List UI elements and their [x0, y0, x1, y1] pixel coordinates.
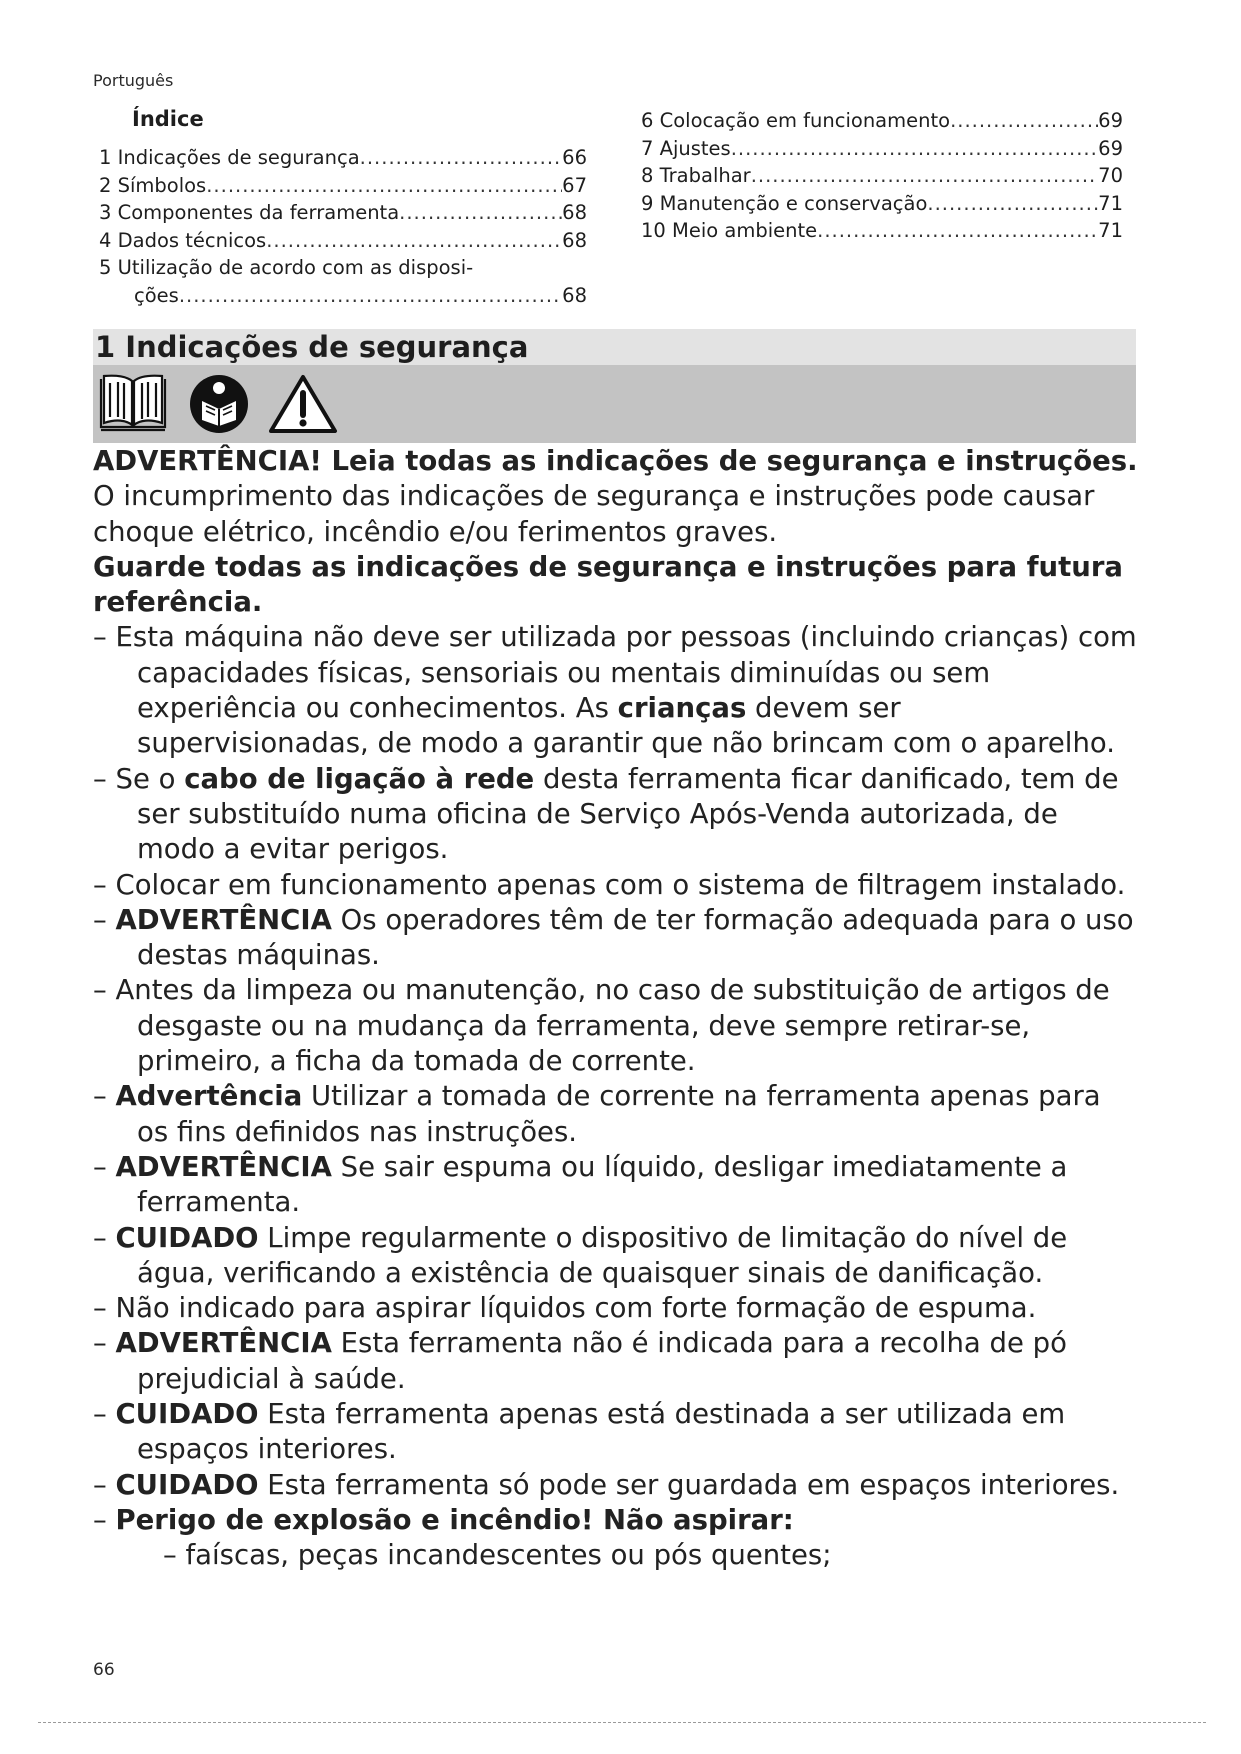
manual-book-icon — [98, 373, 168, 435]
page-number: 66 — [93, 1660, 115, 1680]
item-text: – Esta máquina não deve ser utilizada por pessoas (incluindo crianças) com capacidades físicas, sensoriais ou mentais diminuídas ou sem experiência ou conhecimentos. As — [93, 621, 1137, 725]
toc-entry-continuation[interactable] — [99, 282, 587, 310]
toc-leader — [206, 172, 562, 200]
read-manual-icon — [188, 373, 250, 435]
toc-leader — [751, 162, 1098, 190]
toc-entry-label: 6 Colocação em funcionamento — [641, 109, 951, 132]
list-item — [93, 1291, 1139, 1326]
list-item — [93, 762, 1139, 868]
toc-leader — [950, 107, 1098, 135]
toc-entry-label: 10 Meio ambiente — [641, 219, 818, 242]
toc-entry-label: 8 Trabalhar — [641, 164, 751, 187]
list-item — [93, 973, 1139, 1079]
item-text: – — [93, 1080, 116, 1113]
toc-entry-page: 68 — [562, 283, 587, 307]
item-text: Esta ferramenta não é indicada para a recolha de pó prejudicial à saúde. — [137, 1327, 1067, 1395]
item-text: – — [93, 1503, 116, 1536]
item-bold: ADVERTÊNCIA — [115, 903, 332, 936]
sub-list-item: – faíscas, peças incandescentes ou pós quentes; — [163, 1539, 832, 1572]
toc-column-left — [99, 144, 587, 309]
list-item — [93, 620, 1139, 761]
toc-entry-page: 67 — [562, 173, 587, 197]
toc-entry-page: 68 — [562, 201, 587, 224]
toc-entry[interactable] — [641, 162, 1123, 190]
toc-leader — [817, 217, 1098, 245]
toc-entry-page: 71 — [1098, 191, 1123, 215]
item-bold: ADVERTÊNCIA — [115, 1150, 332, 1183]
item-text: – Antes da limpeza ou manutenção, no caso de substituição de artigos de desgaste ou na mudança da ferramenta, deve sempre retirar-se, primeiro, a ficha da tomada de corrente. — [93, 974, 1110, 1078]
toc-title: Índice — [132, 107, 204, 131]
item-bold: Perigo de explosão e incêndio! Não aspirar: — [115, 1503, 794, 1536]
list-item — [93, 1468, 1139, 1503]
list-item — [93, 1397, 1139, 1468]
symbol-bar — [93, 365, 1136, 443]
toc-leader — [399, 199, 562, 227]
item-text: – Colocar em funcionamento apenas com o sistema de filtragem instalado. — [93, 868, 1126, 901]
item-text: – — [93, 903, 116, 936]
footer-divider — [38, 1722, 1206, 1723]
language-label: Português — [93, 71, 174, 90]
toc-entry-label: ções — [134, 283, 179, 307]
item-text: Se sair espuma ou líquido, desligar imediatamente a ferramenta. — [137, 1150, 1068, 1219]
item-bold: ADVERTÊNCIA — [115, 1327, 332, 1360]
toc-entry-page: 69 — [1098, 136, 1123, 160]
item-bold: Advertência — [115, 1080, 303, 1113]
toc-leader — [179, 282, 562, 310]
toc-entry[interactable] — [641, 107, 1123, 135]
warning-text: O incumprimento das indicações de segurança e instruções pode causar choque elétrico, incêndio e/ou ferimentos graves. — [93, 480, 1095, 548]
toc-entry[interactable] — [641, 190, 1123, 218]
item-text: Esta ferramenta apenas está destinada a ser utilizada em espaços interiores. — [137, 1398, 1066, 1466]
list-item — [93, 1221, 1139, 1292]
toc-entry-page: 68 — [562, 228, 587, 252]
item-text: Os operadores têm de ter formação adequada para o uso destas máquinas. — [137, 903, 1134, 972]
toc-entry[interactable] — [641, 217, 1123, 245]
item-text: – — [93, 1398, 116, 1431]
toc-entry-label: 1 Indicações de segurança — [99, 146, 360, 169]
toc-entry-page: 69 — [1098, 109, 1123, 132]
item-text: – — [93, 1221, 116, 1254]
toc-entry-label: 5 Utilização de acordo com as disposi- — [99, 256, 474, 279]
item-bold: CUIDADO — [115, 1468, 259, 1501]
toc-entry[interactable] — [641, 135, 1123, 163]
toc-entry-page: 71 — [1098, 219, 1123, 242]
toc-entry-label: 2 Símbolos — [99, 173, 207, 197]
warning-lead: ADVERTÊNCIA! Leia todas as indicações de segurança e instruções. — [93, 445, 1138, 477]
warning-triangle-icon — [268, 373, 338, 435]
toc-entry[interactable] — [99, 172, 587, 200]
item-text: – Se o — [93, 762, 185, 795]
toc-entry-label: 7 Ajustes — [641, 136, 731, 160]
safety-text — [93, 444, 1139, 1574]
list-item — [93, 1503, 1139, 1538]
item-text: devem ser supervisionadas, de modo a garantir que não brincam com o aparelho. — [137, 692, 1115, 760]
item-text: Utilizar a tomada de corrente na ferramenta apenas para os fins definidos nas instruções. — [137, 1080, 1101, 1148]
list-item — [93, 1326, 1139, 1397]
list-item — [93, 903, 1139, 974]
list-item — [93, 868, 1139, 903]
toc-leader — [266, 227, 562, 255]
toc-entry-label: 4 Dados técnicos — [99, 228, 267, 252]
warning-paragraph — [93, 444, 1139, 550]
item-text: Esta ferramenta só pode ser guardada em espaços interiores. — [258, 1468, 1120, 1501]
toc-leader — [360, 144, 563, 172]
toc-entry-label: 9 Manutenção e conservação — [641, 191, 928, 215]
section-title: 1 Indicações de segurança — [95, 330, 529, 364]
toc-leader — [927, 190, 1098, 218]
section-heading-bar — [93, 329, 1136, 365]
toc-entry-page: 66 — [562, 146, 587, 169]
toc-entry[interactable] — [99, 227, 587, 255]
toc-entry[interactable] — [99, 254, 587, 282]
toc-entry-label: 3 Componentes da ferramenta — [99, 201, 400, 224]
keep-instructions-paragraph: Guarde todas as indicações de segurança e instruções para futura referência. — [93, 550, 1123, 619]
toc-entry-page: 70 — [1098, 164, 1123, 187]
item-text: – — [93, 1150, 116, 1183]
item-bold: crianças — [617, 692, 747, 725]
toc-leader — [731, 135, 1098, 163]
item-text: Limpe regularmente o dispositivo de limitação do nível de água, verificando a existência de quaisquer sinais de danificação. — [137, 1221, 1068, 1289]
item-bold: CUIDADO — [115, 1221, 259, 1254]
item-text: – — [93, 1468, 116, 1501]
item-bold: cabo de ligação à rede — [184, 762, 535, 795]
list-item — [93, 1150, 1139, 1221]
item-text: desta ferramenta ficar danificado, tem de ser substituído numa oficina de Serviço Após-Venda autorizada, de modo a evitar perigos. — [137, 762, 1119, 866]
item-text: – Não indicado para aspirar líquidos com forte formação de espuma. — [93, 1292, 1037, 1325]
item-text: – — [93, 1327, 116, 1360]
toc-entry[interactable] — [99, 199, 587, 227]
list-item — [93, 1079, 1139, 1150]
item-bold: CUIDADO — [115, 1398, 259, 1431]
toc-entry[interactable] — [99, 144, 587, 172]
toc-column-right — [641, 107, 1123, 245]
